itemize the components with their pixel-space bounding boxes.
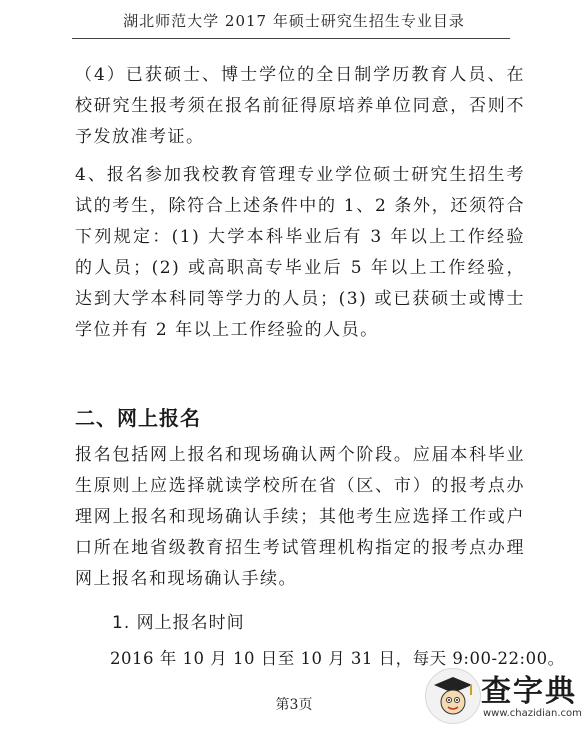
paragraph-registration-stages: 报名包括网上报名和现场确认两个阶段。应届本科毕业生原则上应选择就读学校所在省（区、市）的报考点办理网上报名和现场确认手续；其他考生应选择工作或户口所在地省级教育招生考试管理机构指定的报考点办理网上报名和现场确认手续。 <box>75 445 525 589</box>
registration-dates: 2016 年 10 月 10 日至 10 月 31 日，每天 9:00-22:00。 <box>110 649 565 668</box>
graduate-mascot-icon <box>425 668 481 724</box>
section-heading-online-registration: 二、网上报名 <box>75 406 201 430</box>
page-number: 第3页 <box>275 697 313 713</box>
header-divider <box>72 38 510 39</box>
subheading-registration-time: 1. 网上报名时间 <box>112 613 245 633</box>
paragraph-education-management: 4、报名参加我校教育管理专业学位硕士研究生招生考试的考生，除符合上述条件中的 1、2 条外，还须符合下列规定：(1) 大学本科毕业后有 3 年以上工作经验的人员；(2) 或高职高专毕业后 5 年以上工作经验，达到大学本科同等学力的人员；(3) 或已获硕士或博士学位并有 2 年以上工作经验的人员。 <box>75 165 525 340</box>
watermark-url: www.chazidian.com <box>483 708 582 719</box>
page-header-title: 湖北师范大学 2017 年硕士研究生招生专业目录 <box>123 12 465 30</box>
watermark-logo <box>425 662 585 730</box>
paragraph-eligibility-4: （4）已获硕士、博士学位的全日制学历教育人员、在校研究生报考须在报名前征得原培养单位同意，否则不予发放准考证。 <box>75 65 525 147</box>
watermark-brand: 查字典 <box>481 674 577 709</box>
